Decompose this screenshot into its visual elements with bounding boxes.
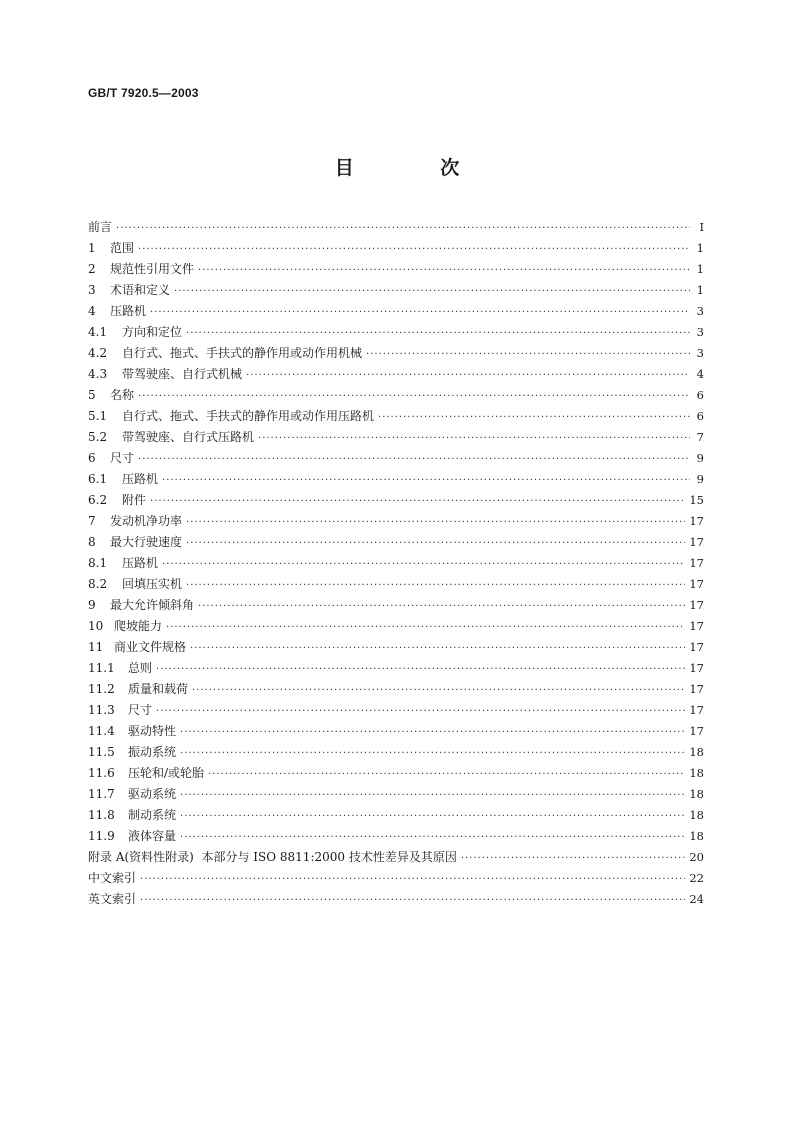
- toc-leader-dots: [190, 638, 685, 659]
- toc-entry-number: 5: [88, 388, 96, 402]
- toc-entry-page: 6: [696, 409, 704, 423]
- toc-entry-page: 18: [689, 829, 704, 843]
- toc-entry-label: 商业文件规格: [114, 640, 187, 654]
- toc-entry[interactable]: [88, 364, 704, 385]
- toc-entry-page: 6: [696, 388, 704, 402]
- toc-entry-label: 液体容量: [128, 829, 177, 843]
- toc-entry-label: 压路机: [122, 556, 159, 570]
- toc-entry-label: 发动机净功率: [110, 514, 183, 528]
- toc-entry-number: 11.8: [88, 808, 115, 822]
- toc-entry-label: 名称: [110, 388, 135, 402]
- toc-entry-page: 17: [689, 577, 704, 591]
- toc-leader-dots: [186, 575, 685, 596]
- toc-leader-dots: [166, 617, 685, 638]
- toc-entry-number: 11.7: [88, 787, 115, 801]
- toc-entry-label: 驱动特性: [128, 724, 177, 738]
- toc-entry-label: 驱动系统: [128, 787, 177, 801]
- toc-leader-dots: [180, 827, 685, 848]
- toc-entry-label: 压轮和/或轮胎: [128, 766, 205, 780]
- toc-entry-page: 17: [689, 661, 704, 675]
- toc-entry-number: 8: [88, 535, 96, 549]
- page-title: 目 次: [334, 157, 500, 179]
- toc-entry-label: 英文索引: [88, 892, 137, 906]
- toc-entry-number: 4.3: [88, 367, 108, 381]
- toc-entry[interactable]: [88, 805, 704, 826]
- toc-leader-dots: [140, 890, 685, 911]
- toc-entry-page: 24: [689, 892, 704, 906]
- toc-entry-label: 范围: [110, 241, 135, 255]
- toc-entry-page: 18: [689, 766, 704, 780]
- toc-entry-label: 尺寸: [128, 703, 153, 717]
- toc-entry-page: 17: [689, 619, 704, 633]
- toc-entry[interactable]: [88, 490, 704, 511]
- toc-entry-label: 回填压实机: [122, 577, 183, 591]
- toc-entry-number: 6.1: [88, 472, 108, 486]
- toc-entry-number: 8.1: [88, 556, 108, 570]
- toc-leader-dots: [162, 470, 690, 491]
- toc-entry-page: 1: [696, 262, 704, 276]
- toc-leader-dots: [156, 701, 685, 722]
- toc-leader-dots: [150, 302, 690, 323]
- toc-entry[interactable]: [88, 784, 704, 805]
- toc-entry-page: 17: [689, 703, 704, 717]
- toc-entry-label: 最大行驶速度: [110, 535, 183, 549]
- toc-entry[interactable]: [88, 511, 704, 532]
- toc-entry-label: 带驾驶座、自行式机械: [122, 367, 243, 381]
- toc-entry-page: 3: [696, 325, 704, 339]
- toc-leader-dots: [186, 512, 685, 533]
- standard-code: GB/T 7920.5—2003: [88, 86, 199, 100]
- toc-entry-label: 自行式、拖式、手扶式的静作用或动作用压路机: [122, 409, 375, 423]
- toc-entry-page: 22: [689, 871, 704, 885]
- toc-entry-page: 20: [689, 850, 704, 864]
- toc-entry[interactable]: [88, 889, 704, 910]
- toc-entry-label: 制动系统: [128, 808, 177, 822]
- toc-entry-page: 18: [689, 808, 704, 822]
- toc-entry[interactable]: [88, 679, 704, 700]
- toc-entry[interactable]: [88, 406, 704, 427]
- toc-entry[interactable]: [88, 658, 704, 679]
- toc-entry[interactable]: [88, 322, 704, 343]
- toc-entry-label: 中文索引: [88, 871, 137, 885]
- toc-entry[interactable]: [88, 847, 704, 868]
- toc-entry-label: 爬坡能力: [114, 619, 163, 633]
- toc-entry[interactable]: [88, 427, 704, 448]
- toc-entry-number: 8.2: [88, 577, 108, 591]
- toc-entry-number: 11.5: [88, 745, 115, 759]
- toc-entry[interactable]: [88, 742, 704, 763]
- toc-entry-number: 6: [88, 451, 96, 465]
- toc-entry[interactable]: [88, 553, 704, 574]
- toc-leader-dots: [186, 533, 685, 554]
- toc-entry-number: 6.2: [88, 493, 108, 507]
- toc-entry[interactable]: [88, 721, 704, 742]
- toc-entry-page: 18: [689, 745, 704, 759]
- toc-entry-number: 11.9: [88, 829, 115, 843]
- toc-entry-number: 5.1: [88, 409, 108, 423]
- toc-entry-label: 最大允许倾斜角: [110, 598, 195, 612]
- toc-entry-number: 4.1: [88, 325, 108, 339]
- toc-entry-label: 振动系统: [128, 745, 177, 759]
- toc-entry[interactable]: [88, 217, 704, 238]
- toc-entry[interactable]: [88, 616, 704, 637]
- toc-entry[interactable]: [88, 385, 704, 406]
- toc-entry-page: 17: [689, 535, 704, 549]
- toc-leader-dots: [180, 743, 685, 764]
- toc-entry[interactable]: [88, 448, 704, 469]
- toc-leader-dots: [138, 449, 690, 470]
- toc-entry[interactable]: [88, 868, 704, 889]
- toc-entry-page: 15: [689, 493, 704, 507]
- toc-entry[interactable]: [88, 469, 704, 490]
- toc-leader-dots: [138, 239, 690, 260]
- toc-entry[interactable]: [88, 826, 704, 847]
- toc-entry[interactable]: [88, 301, 704, 322]
- toc-leader-dots: [162, 554, 685, 575]
- toc-leader-dots: [366, 344, 690, 365]
- toc-entry-label: 附录 A(资料性附录) 本部分与 ISO 8811:2000 技术性差异及其原因: [88, 850, 457, 864]
- toc-entry-number: 4.2: [88, 346, 108, 360]
- toc-entry[interactable]: [88, 343, 704, 364]
- toc-entry-page: 1: [696, 241, 704, 255]
- toc-entry-number: 11.3: [88, 703, 115, 717]
- toc-entry[interactable]: [88, 574, 704, 595]
- toc-leader-dots: [138, 386, 690, 407]
- toc-entry-label: 附件: [122, 493, 147, 507]
- toc-leader-dots: [208, 764, 685, 785]
- toc-leader-dots: [174, 281, 690, 302]
- toc-entry-page: 17: [689, 640, 704, 654]
- toc-leader-dots: [378, 407, 690, 428]
- toc-entry[interactable]: [88, 280, 704, 301]
- toc-leader-dots: [246, 365, 690, 386]
- toc-entry-page: 17: [689, 682, 704, 696]
- toc-entry[interactable]: [88, 763, 704, 784]
- toc-leader-dots: [192, 680, 685, 701]
- toc-entry-page: 17: [689, 556, 704, 570]
- toc-leader-dots: [140, 869, 685, 890]
- toc-leader-dots: [198, 260, 690, 281]
- toc-entry-number: 11: [88, 640, 104, 654]
- toc-leader-dots: [156, 659, 685, 680]
- toc-entry-label: 质量和载荷: [128, 682, 189, 696]
- toc-entry-page: I: [699, 220, 704, 234]
- toc-entry-label: 压路机: [122, 472, 159, 486]
- toc-entry-label: 总则: [128, 661, 153, 675]
- toc-entry-label: 压路机: [110, 304, 147, 318]
- toc-entry[interactable]: [88, 238, 704, 259]
- toc-leader-dots: [180, 785, 685, 806]
- toc-leader-dots: [461, 848, 686, 869]
- toc-entry-number: 11.6: [88, 766, 115, 780]
- toc-entry-page: 7: [696, 430, 704, 444]
- toc-entry[interactable]: [88, 595, 704, 616]
- table-of-contents: [88, 217, 704, 910]
- toc-entry-label: 尺寸: [110, 451, 135, 465]
- toc-entry[interactable]: [88, 259, 704, 280]
- toc-entry-number: 7: [88, 514, 96, 528]
- toc-leader-dots: [186, 323, 690, 344]
- toc-entry-label: 带驾驶座、自行式压路机: [122, 430, 255, 444]
- toc-entry[interactable]: [88, 532, 704, 553]
- toc-entry-page: 18: [689, 787, 704, 801]
- toc-entry-number: 3: [88, 283, 96, 297]
- toc-entry-label: 规范性引用文件: [110, 262, 195, 276]
- toc-entry-number: 10: [88, 619, 104, 633]
- toc-entry[interactable]: [88, 700, 704, 721]
- toc-entry[interactable]: [88, 637, 704, 658]
- toc-leader-dots: [116, 218, 690, 239]
- toc-leader-dots: [180, 722, 685, 743]
- toc-entry-page: 17: [689, 724, 704, 738]
- toc-entry-number: 2: [88, 262, 96, 276]
- toc-entry-label: 自行式、拖式、手扶式的静作用或动作用机械: [122, 346, 363, 360]
- toc-leader-dots: [180, 806, 685, 827]
- toc-leader-dots: [198, 596, 685, 617]
- toc-entry-number: 5.2: [88, 430, 108, 444]
- toc-entry-page: 9: [696, 451, 704, 465]
- toc-entry-page: 17: [689, 514, 704, 528]
- toc-entry-label: 术语和定义: [110, 283, 171, 297]
- toc-entry-number: 9: [88, 598, 96, 612]
- toc-entry-page: 9: [696, 472, 704, 486]
- toc-entry-page: 17: [689, 598, 704, 612]
- toc-leader-dots: [258, 428, 690, 449]
- toc-entry-number: 11.2: [88, 682, 115, 696]
- toc-entry-number: 11.4: [88, 724, 115, 738]
- toc-entry-label: 方向和定位: [122, 325, 183, 339]
- toc-entry-page: 3: [696, 346, 704, 360]
- toc-leader-dots: [150, 491, 685, 512]
- toc-entry-page: 4: [696, 367, 704, 381]
- toc-entry-number: 4: [88, 304, 96, 318]
- toc-entry-page: 1: [696, 283, 704, 297]
- toc-entry-number: 1: [88, 241, 96, 255]
- toc-entry-label: 前言: [88, 220, 113, 234]
- toc-entry-number: 11.1: [88, 661, 115, 675]
- toc-entry-page: 3: [696, 304, 704, 318]
